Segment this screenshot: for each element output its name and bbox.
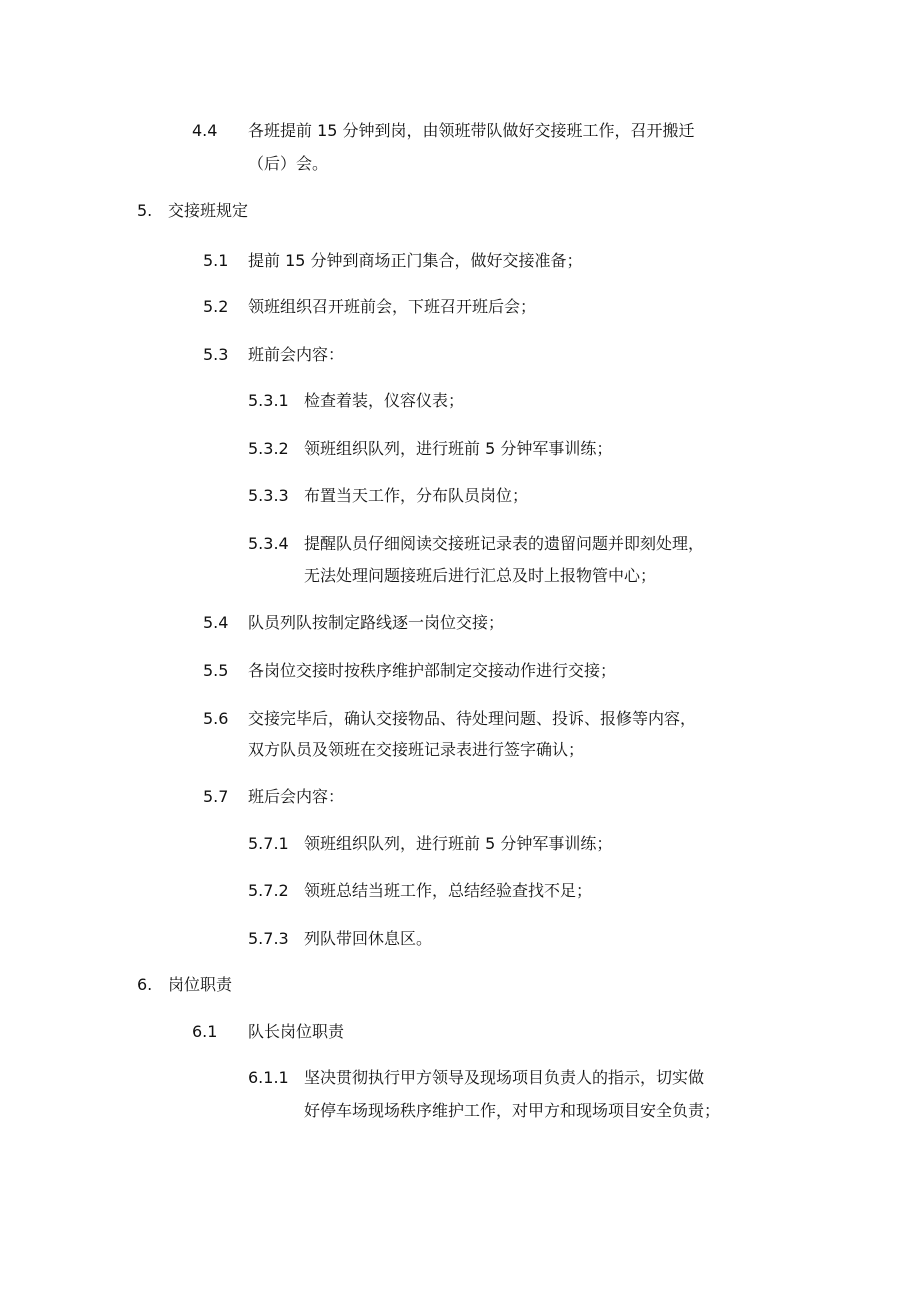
item-text: 队长岗位职责 <box>248 1022 345 1041</box>
subitem-text: 检查着装，仪容仪表； <box>304 391 465 410</box>
item-number: 5.4 <box>203 613 229 632</box>
item-number: 5.3 <box>203 345 229 364</box>
subitem-text: 提醒队员仔细阅读交接班记录表的遗留问题并即刻处理， <box>304 534 705 553</box>
item-number: 5.1 <box>203 251 229 270</box>
item-number: 5.6 <box>203 709 229 728</box>
subitem-number: 6.1.1 <box>248 1068 289 1087</box>
section-heading: 交接班规定 <box>168 201 249 220</box>
item-number: 6.1 <box>192 1022 218 1041</box>
item-number: 4.4 <box>192 121 218 140</box>
subitem-text: 列队带回休息区。 <box>304 929 433 948</box>
section-heading: 岗位职责 <box>168 975 233 994</box>
section-number: 5. <box>137 201 153 220</box>
item-number: 5.5 <box>203 661 229 680</box>
item-text: 交接完毕后，确认交接物品、待处理问题、投诉、报修等内容， <box>248 709 697 728</box>
item-text: 领班组织召开班前会，下班召开班后会； <box>248 297 537 316</box>
subitem-number: 5.7.2 <box>248 881 289 900</box>
subitem-text: 坚决贯彻执行甲方领导及现场项目负责人的指示，切实做 <box>304 1068 705 1087</box>
subitem-number: 5.3.1 <box>248 391 289 410</box>
item-text: 各班提前 15 分钟到岗，由领班带队做好交接班工作，召开搬迁 <box>248 121 695 140</box>
item-number: 5.7 <box>203 787 229 806</box>
item-text: 班前会内容： <box>248 345 345 364</box>
item-text: 班后会内容： <box>248 787 345 806</box>
subitem-number: 5.3.4 <box>248 534 289 553</box>
subitem-text-continued: 好停车场现场秩序维护工作，对甲方和现场项目安全负责； <box>304 1101 721 1120</box>
subitem-number: 5.7.3 <box>248 929 289 948</box>
item-text: 各岗位交接时按秩序维护部制定交接动作进行交接； <box>248 661 617 680</box>
item-text: 提前 15 分钟到商场正门集合，做好交接准备； <box>248 251 583 270</box>
item-text-continued: （后）会。 <box>248 154 329 173</box>
subitem-number: 5.3.2 <box>248 439 289 458</box>
item-text: 队员列队按制定路线逐一岗位交接； <box>248 613 505 632</box>
item-text-continued: 双方队员及领班在交接班记录表进行签字确认； <box>248 740 585 759</box>
subitem-text: 领班总结当班工作，总结经验查找不足； <box>304 881 593 900</box>
subitem-text: 布置当天工作，分布队员岗位； <box>304 486 529 505</box>
subitem-text-continued: 无法处理问题接班后进行汇总及时上报物管中心； <box>304 566 657 585</box>
section-number: 6. <box>137 975 153 994</box>
subitem-number: 5.3.3 <box>248 486 289 505</box>
subitem-text: 领班组织队列，进行班前 5 分钟军事训练； <box>304 439 613 458</box>
subitem-number: 5.7.1 <box>248 834 289 853</box>
item-number: 5.2 <box>203 297 229 316</box>
subitem-text: 领班组织队列，进行班前 5 分钟军事训练； <box>304 834 613 853</box>
